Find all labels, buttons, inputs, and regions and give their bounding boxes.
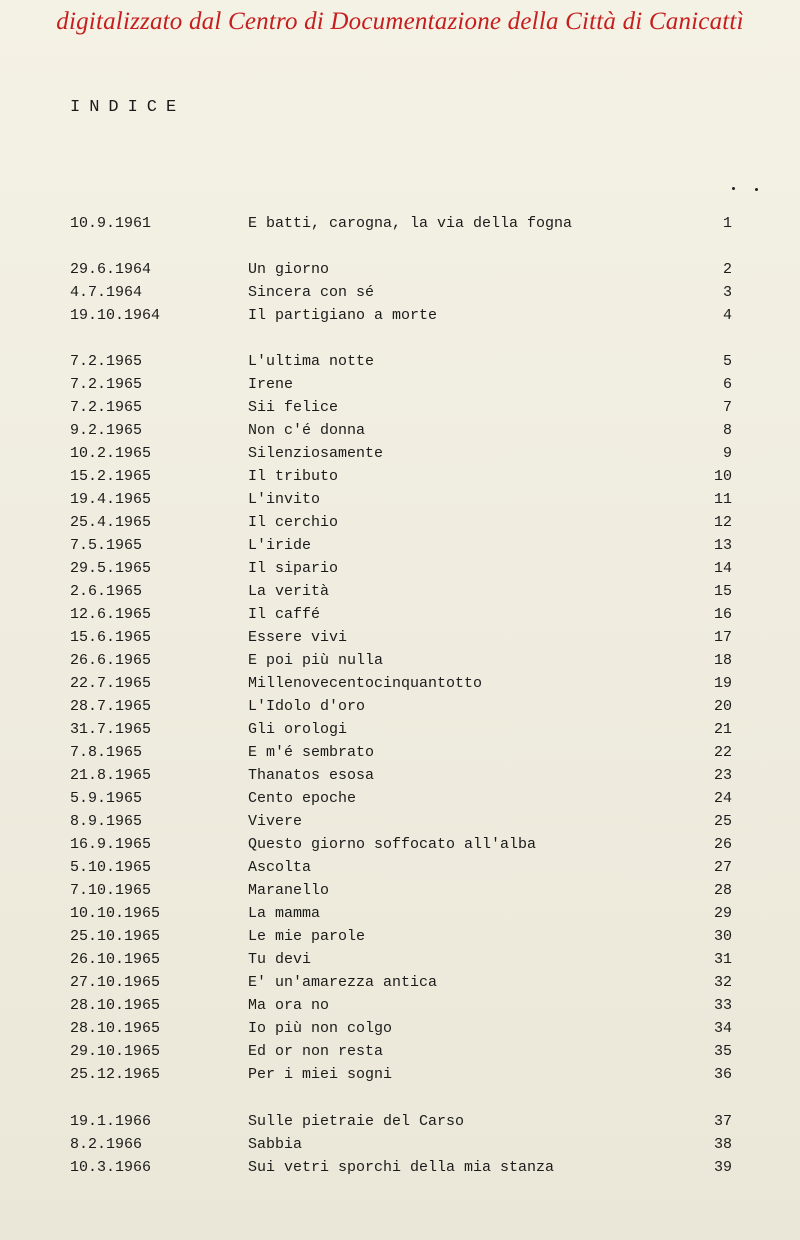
index-entry (0, 812, 800, 832)
index-entry (0, 582, 800, 602)
entry-page-number: 34 (713, 1020, 732, 1037)
entry-date: 26.6.1965 (70, 652, 152, 669)
index-entry (0, 973, 800, 993)
index-entry (0, 881, 800, 901)
index-entry (0, 260, 800, 280)
index-entry (0, 651, 800, 671)
entry-title: Questo giorno soffocato all'alba (248, 836, 537, 853)
entry-title: E' un'amarezza antica (248, 974, 438, 991)
entry-page-number: 24 (713, 790, 732, 807)
index-entry (0, 858, 800, 878)
entry-title: Sulle pietraie del Carso (248, 1113, 465, 1130)
entry-page-number: 39 (713, 1159, 732, 1176)
entry-page-number: 20 (713, 698, 732, 715)
index-entry (0, 352, 800, 372)
entry-page-number: 33 (713, 997, 732, 1014)
entry-title: L'ultima notte (248, 353, 375, 370)
index-entry (0, 674, 800, 694)
entry-page-number: 12 (713, 514, 732, 531)
entry-title: Millenovecentocinquantotto (248, 675, 483, 692)
entry-title: Il cerchio (248, 514, 339, 531)
entry-title: Vivere (248, 813, 303, 830)
entry-title: Io più non colgo (248, 1020, 393, 1037)
entry-title: E m'é sembrato (248, 744, 375, 761)
entry-date: 4.7.1964 (70, 284, 143, 301)
entry-title: Un giorno (248, 261, 330, 278)
entry-date: 19.1.1966 (70, 1113, 152, 1130)
entry-title: Irene (248, 376, 294, 393)
entry-title: Per i miei sogni (248, 1066, 393, 1083)
entry-title: Sabbia (248, 1136, 303, 1153)
entry-title: L'iride (248, 537, 312, 554)
entry-page-number: 3 (722, 284, 732, 301)
index-entry (0, 1112, 800, 1132)
index-entry (0, 444, 800, 464)
entry-page-number: 11 (713, 491, 732, 508)
entry-date: 15.6.1965 (70, 629, 152, 646)
entry-page-number: 25 (713, 813, 732, 830)
entry-date: 7.2.1965 (70, 353, 143, 370)
index-entry (0, 789, 800, 809)
entry-date: 19.10.1964 (70, 307, 161, 324)
entry-page-number: 28 (713, 882, 732, 899)
index-entry (0, 214, 800, 234)
entry-date: 27.10.1965 (70, 974, 161, 991)
entry-title: Sui vetri sporchi della mia stanza (248, 1159, 555, 1176)
entry-date: 26.10.1965 (70, 951, 161, 968)
index-entry (0, 927, 800, 947)
entry-date: 29.6.1964 (70, 261, 152, 278)
entry-title: Le mie parole (248, 928, 366, 945)
entry-title: Cento epoche (248, 790, 357, 807)
entry-page-number: 8 (722, 422, 732, 439)
entry-date: 28.10.1965 (70, 997, 161, 1014)
entry-date: 8.9.1965 (70, 813, 143, 830)
entry-date: 10.2.1965 (70, 445, 152, 462)
index-entry (0, 1135, 800, 1155)
entry-page-number: 32 (713, 974, 732, 991)
index-entry (0, 904, 800, 924)
entry-page-number: 4 (722, 307, 732, 324)
entry-page-number: 26 (713, 836, 732, 853)
entry-title: La mamma (248, 905, 321, 922)
index-title: INDICE (70, 98, 186, 117)
entry-date: 7.8.1965 (70, 744, 143, 761)
entry-date: 29.5.1965 (70, 560, 152, 577)
entry-date: 10.9.1961 (70, 215, 152, 232)
index-entry (0, 1042, 800, 1062)
entry-date: 7.10.1965 (70, 882, 152, 899)
entry-page-number: 10 (713, 468, 732, 485)
entry-title: Il tributo (248, 468, 339, 485)
entry-title: Ma ora no (248, 997, 330, 1014)
index-entry (0, 628, 800, 648)
entry-title: Silenziosamente (248, 445, 384, 462)
index-entry (0, 950, 800, 970)
entry-page-number: 23 (713, 767, 732, 784)
entry-date: 5.10.1965 (70, 859, 152, 876)
index-entry (0, 467, 800, 487)
entry-date: 2.6.1965 (70, 583, 143, 600)
index-entry (0, 996, 800, 1016)
entry-date: 10.10.1965 (70, 905, 161, 922)
index-entry (0, 306, 800, 326)
index-entry (0, 1065, 800, 1085)
entry-title: Il caffé (248, 606, 321, 623)
entry-page-number: 38 (713, 1136, 732, 1153)
entry-date: 28.10.1965 (70, 1020, 161, 1037)
entry-title: Sincera con sé (248, 284, 375, 301)
entry-title: L'Idolo d'oro (248, 698, 366, 715)
index-entry (0, 398, 800, 418)
index-entry (0, 605, 800, 625)
entry-title: La verità (248, 583, 330, 600)
entry-date: 10.3.1966 (70, 1159, 152, 1176)
entry-page-number: 31 (713, 951, 732, 968)
index-entry (0, 283, 800, 303)
entry-page-number: 30 (713, 928, 732, 945)
entry-page-number: 14 (713, 560, 732, 577)
entry-date: 29.10.1965 (70, 1043, 161, 1060)
entry-page-number: 19 (713, 675, 732, 692)
index-entry (0, 513, 800, 533)
digitization-watermark: digitalizzato dal Centro di Documentazione della Città di Canicattì (56, 8, 744, 35)
entry-title: Ed or non resta (248, 1043, 384, 1060)
stray-ink-mark (732, 187, 735, 190)
entry-page-number: 6 (722, 376, 732, 393)
entry-page-number: 18 (713, 652, 732, 669)
entry-page-number: 35 (713, 1043, 732, 1060)
entry-page-number: 21 (713, 721, 732, 738)
entry-title: Gli orologi (248, 721, 348, 738)
entry-page-number: 16 (713, 606, 732, 623)
entry-title: E poi più nulla (248, 652, 384, 669)
entry-page-number: 15 (713, 583, 732, 600)
entry-page-number: 1 (722, 215, 732, 232)
entry-page-number: 2 (722, 261, 732, 278)
entry-title: Maranello (248, 882, 330, 899)
entry-page-number: 29 (713, 905, 732, 922)
index-entry (0, 490, 800, 510)
entry-title: Ascolta (248, 859, 312, 876)
entry-date: 7.2.1965 (70, 376, 143, 393)
entry-date: 21.8.1965 (70, 767, 152, 784)
entry-page-number: 7 (722, 399, 732, 416)
entry-title: Sii felice (248, 399, 339, 416)
entry-title: Tu devi (248, 951, 312, 968)
entry-title: Il sipario (248, 560, 339, 577)
index-entry (0, 720, 800, 740)
entry-date: 19.4.1965 (70, 491, 152, 508)
entry-title: L'invito (248, 491, 321, 508)
entry-date: 5.9.1965 (70, 790, 143, 807)
entry-page-number: 13 (713, 537, 732, 554)
entry-date: 7.2.1965 (70, 399, 143, 416)
entry-title: Essere vivi (248, 629, 348, 646)
entry-date: 25.4.1965 (70, 514, 152, 531)
entry-date: 25.12.1965 (70, 1066, 161, 1083)
index-entry (0, 766, 800, 786)
index-entry (0, 743, 800, 763)
entry-date: 25.10.1965 (70, 928, 161, 945)
entry-date: 22.7.1965 (70, 675, 152, 692)
entry-date: 28.7.1965 (70, 698, 152, 715)
entry-date: 12.6.1965 (70, 606, 152, 623)
entry-date: 31.7.1965 (70, 721, 152, 738)
entry-page-number: 36 (713, 1066, 732, 1083)
index-entry (0, 835, 800, 855)
entry-date: 8.2.1966 (70, 1136, 143, 1153)
entry-title: Non c'é donna (248, 422, 366, 439)
index-entry (0, 1019, 800, 1039)
entry-date: 9.2.1965 (70, 422, 143, 439)
entry-page-number: 9 (722, 445, 732, 462)
index-entry (0, 536, 800, 556)
entry-page-number: 22 (713, 744, 732, 761)
entry-page-number: 37 (713, 1113, 732, 1130)
index-entry (0, 1158, 800, 1178)
entry-title: E batti, carogna, la via della fogna (248, 215, 573, 232)
entry-page-number: 5 (722, 353, 732, 370)
entry-title: Il partigiano a morte (248, 307, 438, 324)
index-entry (0, 559, 800, 579)
stray-ink-mark (755, 188, 758, 191)
entry-date: 7.5.1965 (70, 537, 143, 554)
index-entry (0, 697, 800, 717)
entry-page-number: 27 (713, 859, 732, 876)
entry-title: Thanatos esosa (248, 767, 375, 784)
entry-page-number: 17 (713, 629, 732, 646)
index-entry (0, 421, 800, 441)
index-entry (0, 375, 800, 395)
entry-date: 16.9.1965 (70, 836, 152, 853)
entry-date: 15.2.1965 (70, 468, 152, 485)
